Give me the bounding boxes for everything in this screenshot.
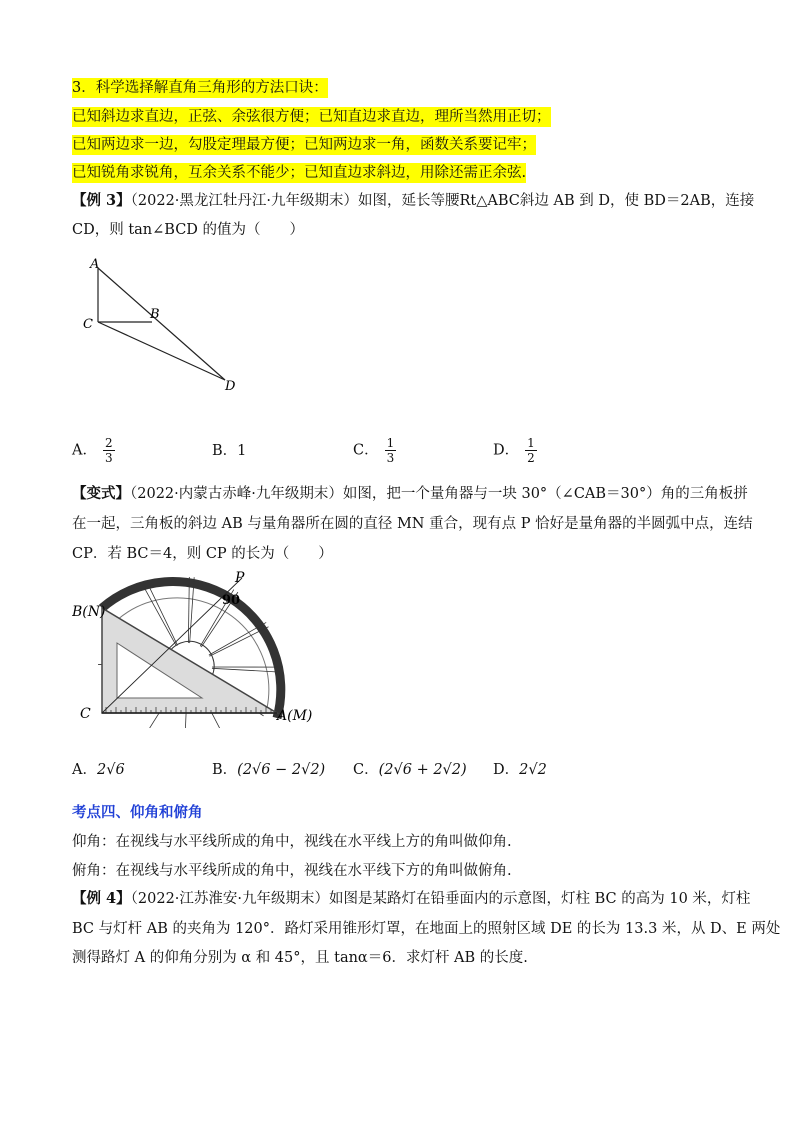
example4-text-2: BC 与灯杆 AB 的夹角为 120°．路灯采用锥形灯罩，在地面上的照射区域 DE 的长为 13.3 米，从 D、E 两处: [72, 921, 781, 937]
example3-line-1: [72, 191, 754, 211]
label-a: A: [90, 257, 100, 272]
mnemonic-line-2: 已知两边求一边，勾股定理最方便；已知两边求一角，函数关系要记牢；: [72, 137, 536, 153]
mnemonic-line-3: 已知锐角求锐角，互余关系不能少；已知直边求斜边，用除还需正余弦.: [72, 165, 527, 181]
protractor-ray: [209, 622, 266, 655]
variant-tag: 【变式】: [72, 485, 130, 502]
label-ninety: 90: [222, 593, 241, 608]
label-am: A(M): [277, 708, 313, 724]
variant-option-b[interactable]: [212, 760, 325, 780]
protractor-ray: [209, 627, 268, 657]
example4-tag: 【例 4】: [72, 890, 131, 907]
variant-text-1: 如图，把一个量角器与一块 30°（∠CAB＝30°）角的三角板拼: [342, 486, 748, 502]
option-letter: A．: [72, 442, 97, 459]
example4-line-1: [72, 889, 750, 909]
option-value: 2√2: [519, 762, 547, 778]
label-c: C: [83, 317, 93, 332]
protractor-figure: [72, 568, 332, 728]
option-value: (2√6 − 2√2): [237, 762, 326, 778]
mnemonic-line-1: 已知斜边求直边，正弦、余弦很方便；已知直边求直边，理所当然用正切；: [72, 109, 551, 125]
example3-text-1: 如图，延长等腰Rt△ABC斜边 AB 到 D，使 BD＝2AB，连接: [358, 193, 755, 209]
protractor-ray: [149, 586, 178, 645]
example4-source: （2022·江苏淮安·九年级期末）: [130, 891, 330, 907]
example4-text-1: 如图是某路灯在铅垂面内的示意图，灯柱 BC 的高为 10 米，灯柱: [329, 891, 751, 907]
option-value: 1: [237, 443, 247, 459]
example3-option-a[interactable]: [72, 436, 115, 465]
label-bn: B(N): [72, 604, 106, 620]
option-letter: D．: [493, 442, 520, 459]
example3-tag: 【例 3】: [72, 192, 131, 209]
variant-option-a[interactable]: [72, 760, 125, 780]
option-letter: B．: [212, 443, 238, 459]
example3-option-b[interactable]: [212, 441, 246, 461]
example3-option-c[interactable]: [353, 436, 396, 465]
protractor-ray: [212, 668, 278, 672]
variant-source: （2022·内蒙古赤峰·九年级期末）: [130, 486, 343, 502]
kaodian4-title: 考点四、仰角和俯角: [72, 804, 203, 821]
section3-title: 3．科学选择解直角三角形的方法口诀：: [72, 80, 328, 96]
fraction: $\frac{2}{3}$: [104, 436, 113, 465]
option-letter: C．: [353, 762, 379, 778]
option-letter: B．: [212, 762, 238, 778]
option-letter: D．: [493, 762, 520, 778]
option-value: 2√6: [96, 762, 125, 778]
elevation-definition: 仰角：在视线与水平线所成的角中，视线在水平线上方的角叫做仰角.: [72, 834, 512, 850]
label-c: C: [80, 706, 91, 722]
example3-figure: [80, 252, 260, 402]
label-d: D: [225, 379, 236, 394]
label-b: B: [150, 307, 160, 322]
variant-option-d[interactable]: [493, 760, 547, 780]
label-p: P: [235, 570, 245, 586]
fraction: $\frac{1}{3}$: [386, 436, 395, 465]
option-letter: C．: [353, 442, 379, 459]
variant-line-1: [72, 484, 748, 504]
option-letter: A．: [72, 762, 97, 778]
fraction: $\frac{1}{2}$: [527, 436, 535, 465]
variant-text-3: CP．若 BC＝4，则 CP 的长为（ ）: [72, 546, 333, 562]
example3-source: （2022·黑龙江牡丹江·九年级期末）: [130, 193, 359, 209]
example3-option-d[interactable]: [493, 436, 537, 465]
example3-text-2: CD，则 tan∠BCD 的值为（ ）: [72, 222, 305, 238]
depression-definition: 俯角：在视线与水平线所成的角中，视线在水平线下方的角叫做俯角.: [72, 863, 512, 879]
variant-text-2: 在一起，三角板的斜边 AB 与量角器所在圆的直径 MN 重合，现有点 P 恰好是量角器的半圆弧中点，连结: [72, 516, 753, 532]
example4-text-3: 测得路灯 A 的仰角分别为 α 和 45°，且 tanα＝6．求灯杆 AB 的长度.: [72, 950, 528, 966]
variant-option-c[interactable]: [353, 760, 467, 780]
option-value: (2√6 + 2√2): [378, 762, 467, 778]
